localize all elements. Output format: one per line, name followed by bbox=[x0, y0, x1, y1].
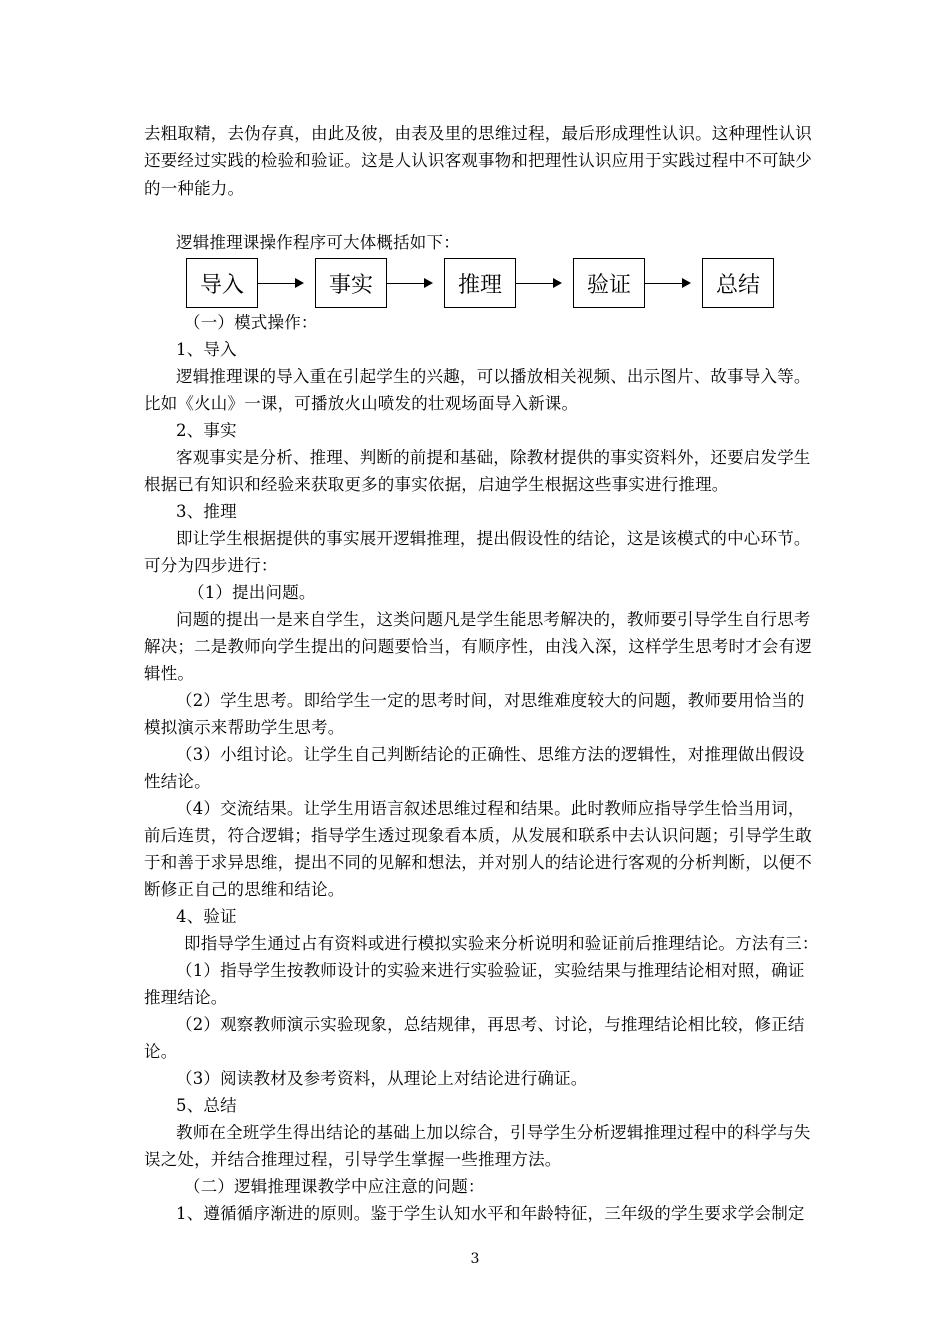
section-heading: （一）模式操作： bbox=[184, 313, 318, 332]
intro-line: 的一种能力。 bbox=[144, 179, 245, 198]
page-number: 3 bbox=[470, 1251, 480, 1267]
flow-step-box: 事实 bbox=[315, 258, 387, 308]
text-line: 断修正自己的思维和结论。 bbox=[144, 880, 345, 899]
text-line: 前后连贯，符合逻辑；指导学生透过现象看本质，从发展和联系中去认识问题；引导学生敢 bbox=[144, 826, 812, 845]
section-heading: （二）逻辑推理课教学中应注意的问题： bbox=[184, 1177, 485, 1196]
text-line: 论。 bbox=[144, 1042, 178, 1061]
subheading: 5、总结 bbox=[176, 1096, 237, 1115]
text-line: 可分为四步进行： bbox=[144, 556, 278, 575]
text-line: 于和善于求异思维，提出不同的见解和想法，并对别人的结论进行客观的分析判断，以便不 bbox=[144, 853, 812, 872]
text-line: （3）小组讨论。让学生自己判断结论的正确性、思维方法的逻辑性，对推理做出假设 bbox=[176, 745, 805, 764]
text-line: 问题的提出一是来自学生，这类问题凡是学生能思考解决的，教师要引导学生自行思考 bbox=[176, 610, 811, 629]
text-line: 1、遵循循序渐进的原则。鉴于学生认知水平和年龄特征，三年级的学生要求学会制定 bbox=[176, 1204, 805, 1223]
text-line: （4）交流结果。让学生用语言叙述思维过程和结果。此时教师应指导学生恰当用词， bbox=[176, 799, 805, 818]
text-line: 解决；二是教师向学生提出的问题要恰当，有顺序性，由浅入深，这样学生思考时才会有逻 bbox=[144, 637, 812, 656]
text-line: 模拟演示来帮助学生思考。 bbox=[144, 718, 345, 737]
text-line: 性结论。 bbox=[144, 772, 211, 791]
text-line: （3）阅读教材及参考资料，从理论上对结论进行确证。 bbox=[176, 1069, 588, 1088]
arrow-right-icon bbox=[258, 283, 302, 284]
text-line: （2）观察教师演示实验现象，总结规律，再思考、讨论，与推理结论相比较，修正结 bbox=[176, 1015, 805, 1034]
arrow-right-icon bbox=[387, 283, 431, 284]
flow-step-box: 推理 bbox=[444, 258, 516, 308]
procedure-flowchart bbox=[186, 258, 786, 314]
text-line: 推理结论。 bbox=[144, 988, 228, 1007]
arrow-right-icon bbox=[516, 283, 560, 284]
text-line: 辑性。 bbox=[144, 664, 195, 683]
text-line: 误之处，并结合推理过程，引导学生掌握一些推理方法。 bbox=[144, 1150, 562, 1169]
subheading: 1、导入 bbox=[176, 340, 237, 359]
intro-line: 还要经过实践的检验和验证。这是人认识客观事物和把理性认识应用于实践过程中不可缺少 bbox=[144, 151, 812, 170]
text-line: 逻辑推理课的导入重在引起学生的兴趣，可以播放相关视频、出示图片、故事导入等。 bbox=[176, 367, 811, 386]
text-line: 客观事实是分析、推理、判断的前提和基础，除教材提供的事实资料外，还要启发学生 bbox=[176, 448, 811, 467]
flow-step-box: 验证 bbox=[573, 258, 645, 308]
flow-heading: 逻辑推理课操作程序可大体概括如下： bbox=[176, 233, 460, 252]
text-line: （2）学生思考。即给学生一定的思考时间，对思维难度较大的问题，教师要用恰当的 bbox=[176, 691, 805, 710]
text-line: （1）指导学生按教师设计的实验来进行实验验证，实验结果与推理结论相对照，确证 bbox=[176, 961, 805, 980]
text-line: 比如《火山》一课，可播放火山喷发的壮观场面导入新课。 bbox=[144, 394, 579, 413]
text-line: 即指导学生通过占有资料或进行模拟实验来分析说明和验证前后推理结论。方法有三： bbox=[184, 934, 819, 953]
flow-step-box: 总结 bbox=[702, 258, 774, 308]
subheading: 2、事实 bbox=[176, 421, 237, 440]
text-line: 教师在全班学生得出结论的基础上加以综合，引导学生分析逻辑推理过程中的科学与失 bbox=[176, 1123, 811, 1142]
subheading: 4、验证 bbox=[176, 907, 237, 926]
arrow-right-icon bbox=[645, 283, 689, 284]
subheading: 3、推理 bbox=[176, 502, 237, 521]
text-line: （1）提出问题。 bbox=[188, 583, 316, 602]
intro-line: 去粗取精，去伪存真，由此及彼，由表及里的思维过程，最后形成理性认识。这种理性认识 bbox=[144, 124, 812, 143]
flow-step-box: 导入 bbox=[186, 258, 258, 308]
text-line: 根据已有知识和经验来获取更多的事实依据，启迪学生根据这些事实进行推理。 bbox=[144, 475, 729, 494]
text-line: 即让学生根据提供的事实展开逻辑推理，提出假设性的结论，这是该模式的中心环节。 bbox=[176, 529, 811, 548]
